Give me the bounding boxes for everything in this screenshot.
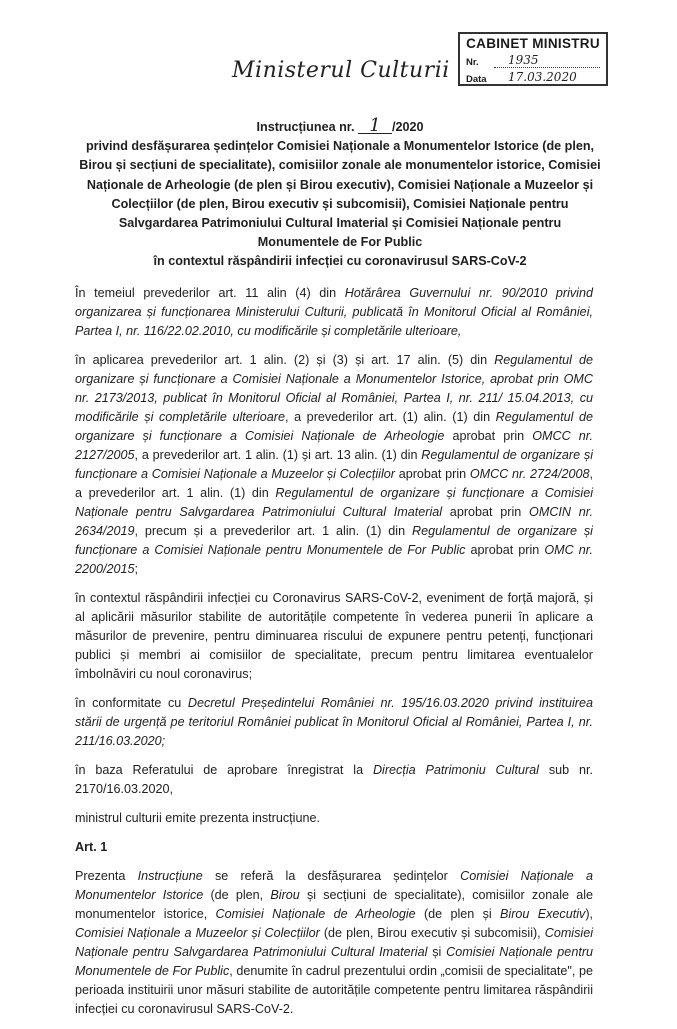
text-span-italic: Birou (270, 888, 300, 902)
article-1-text (75, 867, 593, 1019)
text-span-italic: Comisiei Naționale a Muzeelor și Colecțiilor (75, 926, 320, 940)
text-span-italic: Birou Executiv (500, 907, 586, 921)
text-span-italic: OMCIN nr. 2634/2019 (75, 505, 593, 538)
stamp-date-label: Data (466, 74, 487, 85)
text-span-italic: Regulamentul de organizare și funcționare a Comisiei Naționale pentru Salvgardarea Patrimoniului Cultural Imaterial (75, 486, 593, 519)
text-span: , a prevederilor art. (1) alin. (1) din (284, 410, 496, 424)
title-suffix: /2020 (391, 120, 424, 134)
text-span-italic: Regulamentul de organizare și funcționare a Comisiei Naționale a Muzeelor și Colecțiilor (75, 448, 593, 481)
text-span: (de plen, (203, 888, 271, 902)
text-span: ), (585, 907, 594, 921)
text-span-italic: Direcția Patrimoniu Cultural (372, 763, 539, 777)
paragraph-issuance: ministrul culturii emite prezenta instrucțiune. (75, 811, 320, 825)
text-span: și secțiuni de specialitate), comisiilor zonale ale monumentelor istorice, (75, 888, 594, 921)
stamp-number-row (466, 53, 600, 68)
text-span-italic: OMCC nr. 2127/2005 (75, 429, 593, 462)
title-line-4: Colecțiilor (de plen, Birou executiv și subcomisii), Comisiei Naționale pentru (111, 196, 569, 211)
text-span-italic: Comisiei Naționale de Arheologie (215, 907, 416, 921)
document-body (75, 284, 593, 1029)
text-span-italic: Regulamentul de organizare și funcționare a Comisiei Naționale pentru Monumentele de For Public (75, 524, 593, 557)
text-span: (de plen, Birou executiv și subcomisii), (319, 926, 545, 940)
stamp-number-value: 1935 (494, 53, 600, 68)
document-title (60, 115, 620, 272)
text-span: Prezenta (75, 869, 138, 883)
stamp-number-label: Nr. (466, 57, 479, 68)
title-handwritten-number: 1 (358, 119, 392, 134)
title-line-6: Monumentele de For Public (257, 235, 423, 250)
text-span: în conformitate cu (75, 696, 188, 710)
text-span-italic: OMC nr. 2200/2015 (75, 543, 593, 576)
text-span: aprobat prin (442, 505, 530, 519)
stamp-date-value: 17.03.2020 (494, 70, 600, 85)
title-line-2: Birou și secțiuni de specialitate), comisiilor zonale ale monumentelor istorice, Comisiei (79, 158, 601, 173)
text-span-italic: Regulamentul de organizare și funcționare a Comisiei Naționale de Arheologie (75, 410, 593, 443)
text-span: ; (134, 562, 139, 576)
text-span: , a prevederilor art. 1 alin. (1) din (75, 467, 594, 500)
title-line-3: Naționale de Arheologie (de plen și Birou executiv), Comisiei Naționale a Muzeelor și (86, 177, 594, 192)
paragraph-referral (75, 761, 593, 799)
text-span-italic: Hotărârea Guvernului nr. 90/2010 privind organizarea și funcționarea Ministerului Culturii, publicată în Monitorul Oficial al României, Partea I, nr. 116/22.02.2010, cu modificările și completările ulterioare, (75, 286, 593, 338)
article-1-title: Art. 1 (75, 840, 108, 854)
registration-stamp (458, 32, 608, 86)
text-span-italic: Comisiei Naționale a Monumentelor Istorice (75, 869, 594, 902)
paragraph-legal-basis (75, 284, 593, 341)
text-span: în baza Referatului de aprobare înregistrat la (75, 763, 373, 777)
title-line-7: în contextul răspândirii infecției cu coronavirusul SARS-CoV-2 (153, 254, 527, 269)
text-span: aprobat prin (394, 467, 470, 481)
text-span: , a prevederilor art. 1 alin. (1) și art. 13 alin. (1) din (134, 448, 422, 462)
text-span-italic: Comisiei Naționale pentru Monumentele de For Public (75, 945, 594, 978)
stamp-title: CABINET MINISTRU (466, 36, 600, 51)
text-span-italic: OMCC nr. 2724/2008 (469, 467, 590, 481)
paragraph-decree (75, 694, 593, 751)
text-span: , denumite în cadrul prezentului ordin „comisii de specialitate", pe perioada instituirii unor măsuri stabilite de autoritățile competente pentru limitarea răspândirii infecției cu coronavirusul SARS-CoV-2. (75, 964, 593, 1016)
title-line-5: Salvgardarea Patrimoniului Cultural Imaterial și Comisiei Naționale pentru (118, 216, 562, 231)
text-span-italic: Regulamentul de organizare și funcționare a Comisiei Naționale a Monumentelor Istorice, aprobat prin OMC nr. 2173/2013, publicat în Monitorul Oficial al României, Partea I, nr. 211/ 15.04.2013, cu modificările și completările ulterioare (75, 353, 594, 424)
text-span-italic: Decretul Președintelui României nr. 195/16.03.2020 privind instituirea stării de urgență pe teritoriul României publicat în Monitorul Oficial al României, Partea I, nr. 211/16.03.2020; (75, 696, 593, 748)
stamp-date-row (466, 70, 600, 85)
paragraph-context: în contextul răspândirii infecției cu Coronavirus SARS-CoV-2, eveniment de forță majoră, și al aplicării măsurilor stabilite de autoritățile competente în vederea punerii în aplicare a măsurilor de prevenire, pentru diminuarea riscului de expunere pentru petenți, funcționari publici și membri ai comisiilor de specialitate, precum pentru limitarea eventualelor îmbolnăviri cu noul coronavirus; (75, 591, 593, 681)
text-span: , precum și a prevederilor art. 1 alin. (1) din (134, 524, 412, 538)
text-span: în aplicarea prevederilor art. 1 alin. (2) și (3) și art. 17 alin. (5) din (75, 353, 495, 367)
text-span-italic: Instrucțiune (137, 869, 203, 883)
text-span: aprobat prin (465, 543, 545, 557)
text-span: sub nr. 2170/16.03.2020, (75, 763, 593, 796)
text-span: aprobat prin (444, 429, 533, 443)
text-span: se referă la desfășurarea ședințelor (202, 869, 461, 883)
title-prefix: Instrucțiunea nr. (256, 120, 355, 134)
title-line-1: privind desfășurarea ședințelor Comisiei Naționale a Monumentelor Istorice (de plen, (85, 139, 595, 154)
text-span: (de plen și (415, 907, 500, 921)
ministry-logo: Ministerul Culturii (232, 58, 450, 83)
text-span-italic: Comisiei Naționale pentru Salvgardarea Patrimoniului Cultural Imaterial (75, 926, 594, 959)
paragraph-regulations (75, 351, 593, 579)
text-span: și (427, 945, 447, 959)
text-span: În temeiul prevederilor art. 11 alin (4) din (75, 286, 345, 300)
title-number-line (60, 115, 620, 137)
